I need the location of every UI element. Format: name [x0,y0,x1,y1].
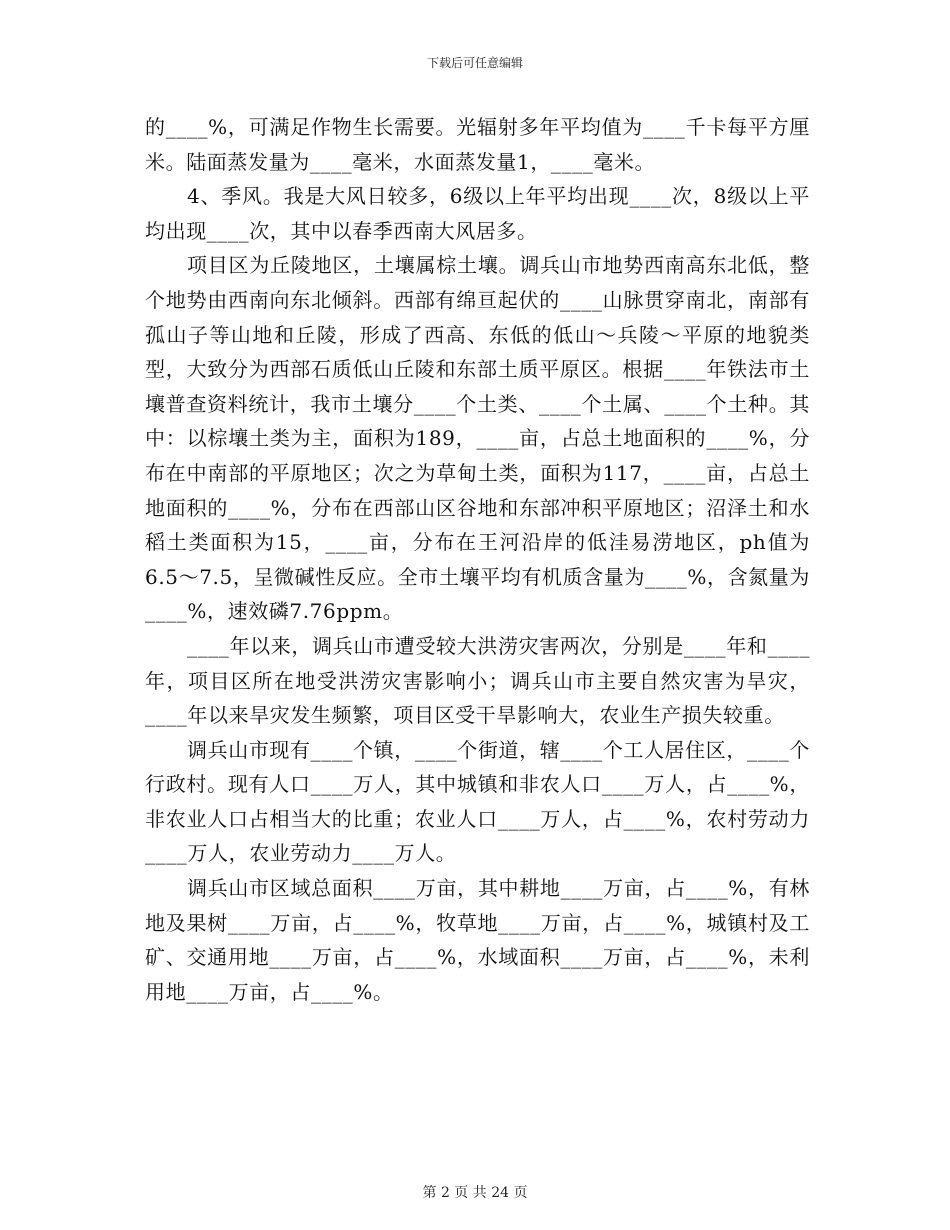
paragraph: 4、季风。我是大风日较多，6级以上年平均出现____次，8级以上平均出现____次，其中以春季西南大风居多。 [145,184,810,243]
page-header: 下载后可任意编辑 [426,56,523,70]
paragraph: 项目区为丘陵地区，土壤属棕土壤。调兵山市地势西南高东北低，整个地势由西南向东北倾斜。西部有绵亘起伏的____山脉贯穿南北，南部有孤山子等山地和丘陵，形成了西高、东低的低山～兵陵～平原的地貌类型，大致分为西部石质低山丘陵和东部土质平原区。根据____年铁法市土壤普查资料统计，我市土壤分____个土类、____个土属、____个土种。其中：以棕壤土类为主，面积为189，____亩，占总土地面积的____%，分布在中南部的平原地区；次之为草甸土类，面积为117，____亩，占总土地面积的____%，分布在西部山区谷地和东部冲积平原地区；沼泽土和水稻土类面积为15，____亩，分布在王河沿岸的低洼易涝地区，ph值为6.5～7.5，呈微碱性反应。全市土壤平均有机质含量为____%，含氮量为____%，速效磷7.76ppm。 [145,253,810,624]
body-text [145,110,810,1009]
paragraph: 调兵山市区域总面积____万亩，其中耕地____万亩，占____%，有林地及果树____万亩，占____%，牧草地____万亩，占____%，城镇村及工矿、交通用地____万亩，占____%，水域面积____万亩，占____%，未利用地____万亩，占____%。 [145,876,810,1004]
paragraph: ____年以来，调兵山市遭受较大洪涝灾害两次，分别是____年和____年，项目区所在地受洪涝灾害影响小；调兵山市主要自然灾害为旱灾，____年以来旱灾发生频繁，项目区受干旱影响大，农业生产损失较重。 [145,633,810,728]
paragraph: 的____%，可满足作物生长需要。光辐射多年平均值为____千卡每平方厘米。陆面蒸发量为____毫米，水面蒸发量1，____毫米。 [145,115,810,174]
page-footer: 第 2 页 共 24 页 [422,1185,528,1201]
paragraph: 调兵山市现有____个镇，____个街道，辖____个工人居住区，____个行政村。现有人口____万人，其中城镇和非农人口____万人，占____%，非农业人口占相当大的比重；农业人口____万人，占____%，农村劳动力____万人，农业劳动力____万人。 [145,737,810,866]
